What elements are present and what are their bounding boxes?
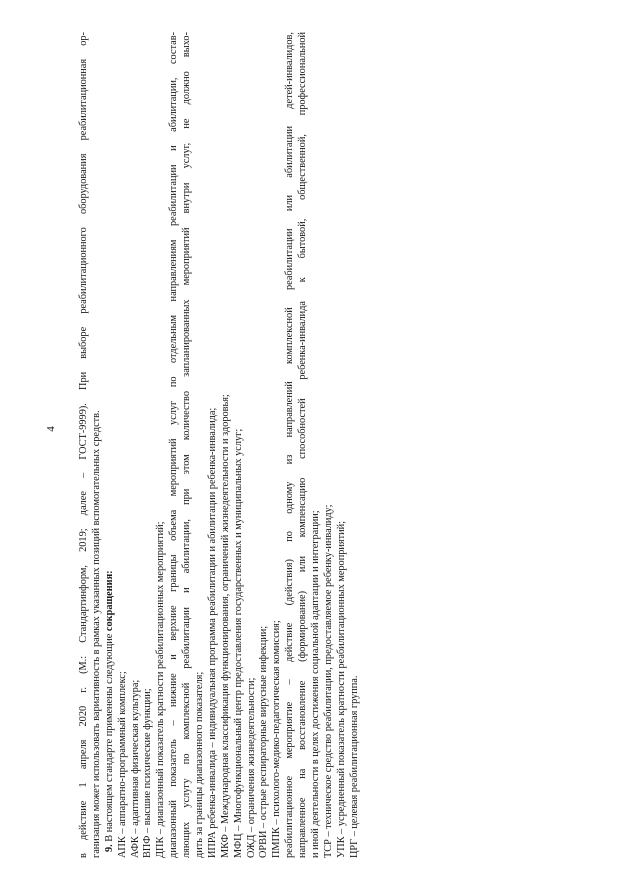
abbreviation-mfc: МФЦ – Многофункциональный центр предоставления государственных и муниципальных услуг; — [232, 428, 244, 858]
abbreviation-ipra: ИПРА ребенка-инвалида – индивидуальная программа реабилитации и абилитации ребенка-инвалида; — [206, 407, 218, 858]
section-heading-keyword: сокращения: — [103, 570, 115, 632]
definition-rehab-measure: реабилитационное мероприятие – действие (действия) по одному из направлений комплексной реабилитации или абилитации детей-инвалидов, — [284, 32, 296, 858]
section-number: 9. — [103, 844, 115, 852]
definition-rehab-measure: и иной деятельности в целях достижения социальной адаптации и интеграции; — [310, 510, 322, 858]
abbreviation-crg: ЦРГ – целевая реабилитационная группа. — [348, 675, 360, 858]
definition-rehab-measure: направленное на восстановление (формирование) или компенсацию способностей ребенка-инвалида к бытовой, общественной, профессиональной — [297, 32, 309, 858]
abbreviation-upk: УПК – усредненный показатель кратности реабилитационных мероприятий; — [335, 521, 347, 858]
page-number: 4 — [45, 426, 57, 432]
abbreviation-vpf: ВПФ – высшие психические функции; — [142, 688, 154, 858]
abbreviation-tsr: ТСР – техническое средство реабилитации, предоставляемое ребенку-инвалиду; — [322, 504, 334, 858]
document-body — [78, 32, 360, 858]
text-line: ганизация может использовать вариативность в рамках указанных позиций вспомогательных средств. — [90, 410, 102, 858]
abbreviation-ozhd: ОЖД – ограничения жизнедеятельности; — [245, 677, 257, 858]
abbreviation-pmpk: ПМПК – психолого-медико-педагогическая комиссия; — [271, 620, 283, 858]
abbreviation-orvi: ОРВИ – острые респираторные вирусные инфекции; — [258, 625, 270, 858]
section-heading-text: В настоящем стандарте применены следующие — [103, 631, 115, 845]
abbreviation-afk: АФК – адаптивная физическая культура; — [129, 679, 141, 858]
definition-range-indicator: диапазонный показатель – нижние и верхние границы объема мероприятий услуг по отдельным направлениям реабилитации и абилитации, состав- — [168, 32, 180, 858]
text-line: в действие 1 апреля 2020 г. (М.: Стандартинформ, 2019; далее – ГОСТ-9999). При выборе реабилитационного оборудования реабилитационная ор- — [78, 32, 89, 858]
definition-range-indicator: ляющих услугу по комплексной реабилитации и абилитации, при этом количество запланированных мероприятий внутри услуг, не должно выхо- — [181, 32, 193, 858]
section-heading-line — [104, 32, 117, 858]
definition-range-indicator: дить за границы диапазонного показателя; — [194, 671, 206, 858]
abbreviation-apk: АПК – аппаратно-программный комплекс; — [116, 671, 128, 858]
abbreviation-dpk: ДПК – диапазонный показатель кратности реабилитационных мероприятий; — [155, 521, 167, 858]
rotated-text-block — [78, 32, 360, 858]
abbreviation-mkf: МКФ – Международная классификация функционирования, ограничений жизнедеятельности и здоровья; — [219, 394, 231, 858]
